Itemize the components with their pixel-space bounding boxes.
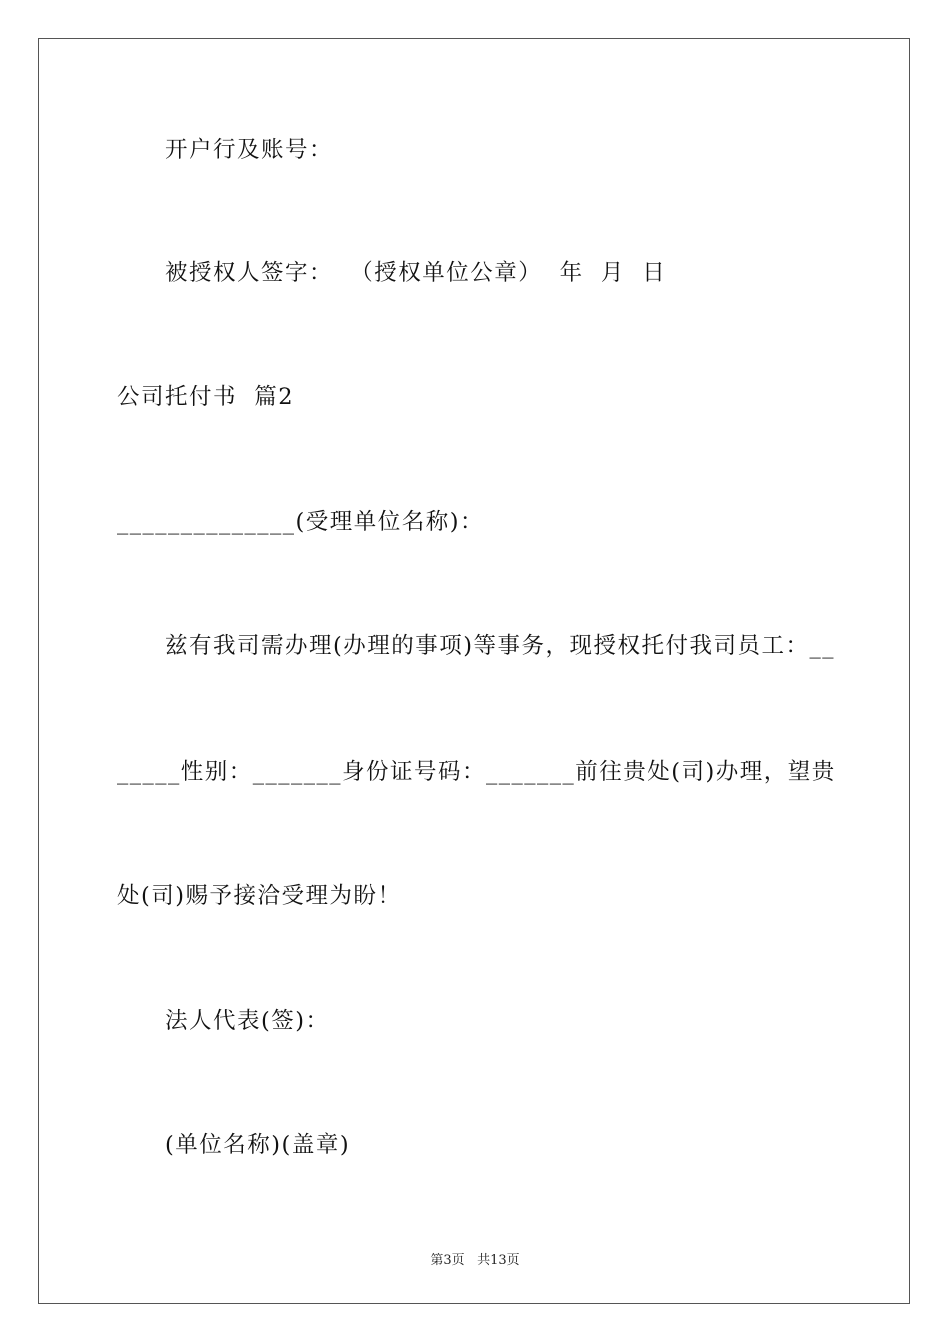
body-paragraph-line-1: 兹有我司需办理(办理的事项)等事务，现授权托付我司员工：__ (165, 633, 836, 659)
legal-representative-line: 法人代表(签)： (165, 1008, 330, 1034)
page-number: 第3页 (430, 1253, 465, 1268)
recipient-line: ______________(受理单位名称)： (117, 509, 485, 535)
section-title: 公司托付书 篇2 (117, 384, 295, 410)
authorized-signature-line: 被授权人签字： （授权单位公章） 年 月 日 (165, 260, 667, 286)
page-border (38, 38, 910, 1304)
body-paragraph-line-2: _____性别：_______身份证号码：_______前往贵处(司)办理，望贵 (117, 759, 836, 785)
page-total: 共13页 (477, 1253, 520, 1268)
page-footer (0, 1249, 950, 1268)
unit-seal-line: (单位名称)(盖章) (165, 1132, 351, 1158)
body-paragraph-line-3: 处(司)赐予接洽受理为盼！ (117, 883, 402, 909)
bank-account-line: 开户行及账号： (165, 137, 334, 163)
